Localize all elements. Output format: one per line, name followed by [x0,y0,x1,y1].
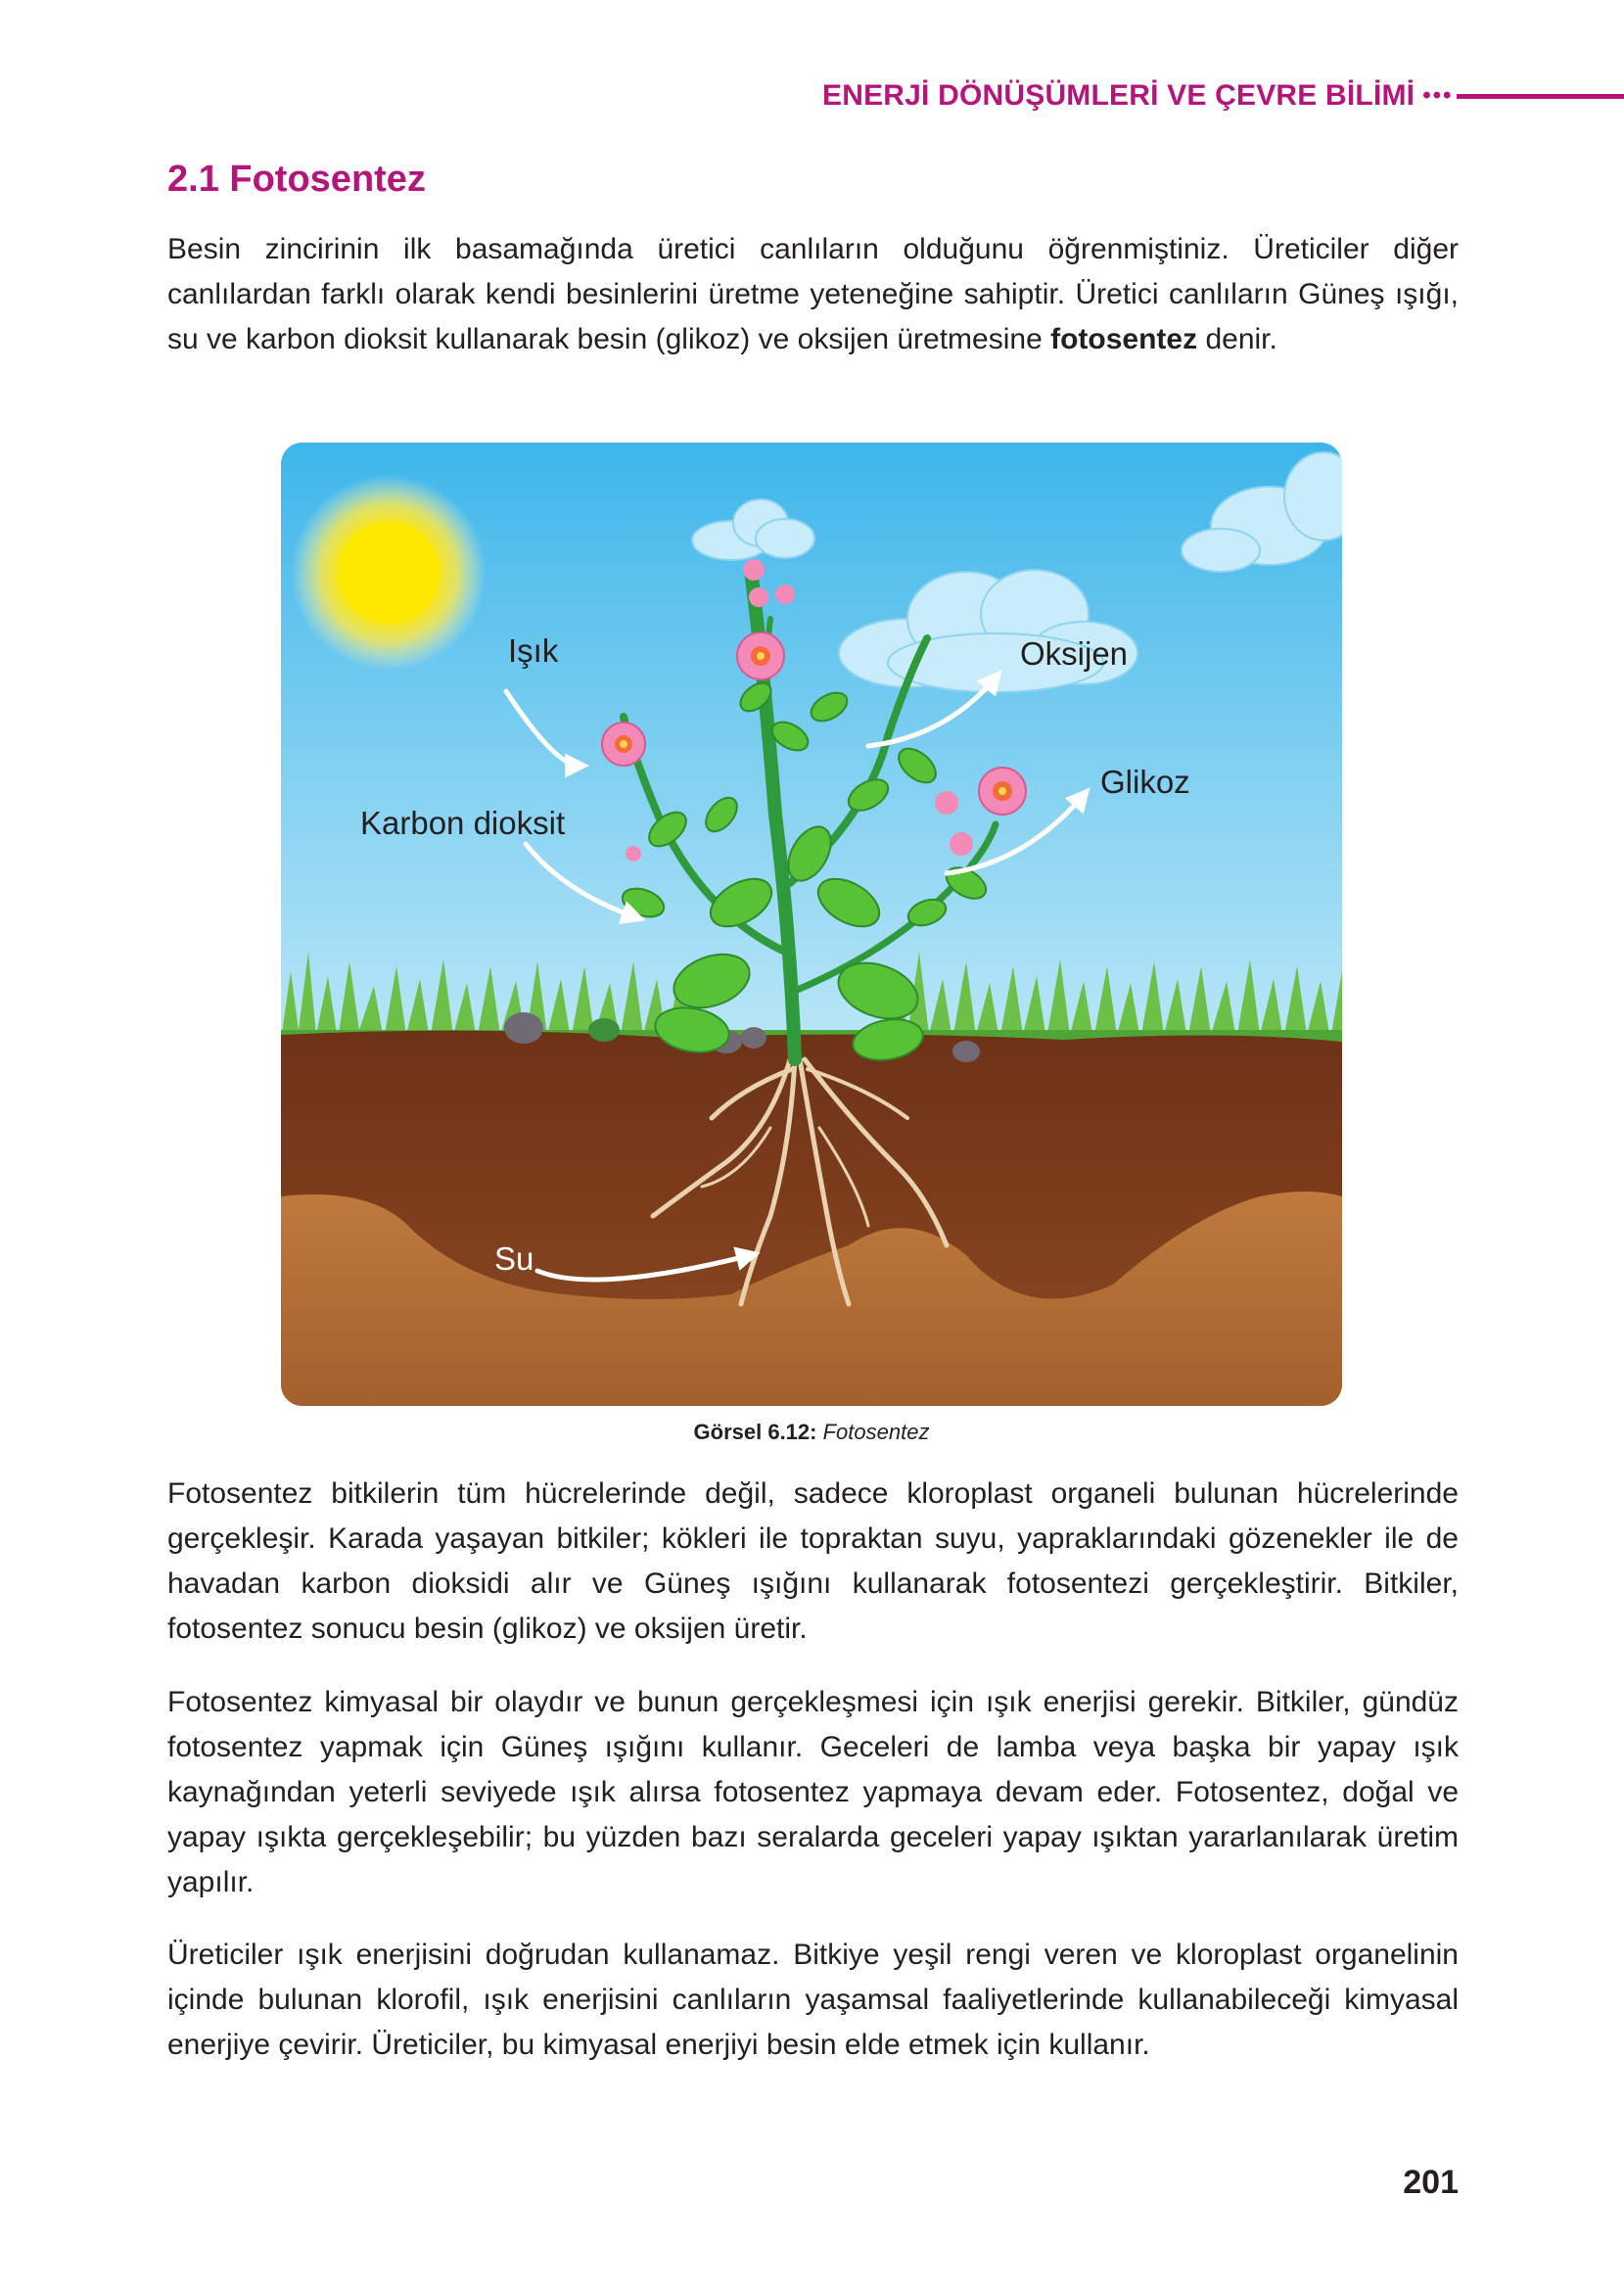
header-rule [1457,94,1624,99]
intro-paragraph [167,227,1459,362]
sun-icon [291,475,487,671]
label-co2: Karbon dioksit [360,805,566,841]
label-water: Su [494,1240,534,1277]
label-oxygen: Oksijen [1020,635,1129,672]
keyword-fotosentez: fotosentez [1050,323,1198,355]
intro-text-end: denir. [1197,323,1277,355]
body-paragraph-2: Fotosentez kimyasal bir olaydır ve bunun gerçekleşmesi için ışık enerjisi gerekir. Bitkiler, gündüz fotosentez yapmak için Güneş ışığını kullanır. Geceleri de lamba veya başka bir yapay ışık kaynağından yeterli seviyede ışık alırsa fotosentez yapmaya devam eder. Fotosentez, doğal ve yapay ışıkta gerçekleşebilir; bu yüzden bazı seralarda geceleri yapay ışıktan yararlanılarak üretim yapılır. [167,1686,1459,1898]
section-title: 2.1 Fotosentez [167,159,426,200]
caption-text: Fotosentez [822,1420,930,1444]
running-header [822,76,1624,116]
caption-label: Görsel 6.12: [693,1420,817,1444]
label-light: Işık [508,632,559,669]
photosynthesis-illustration [281,443,1342,1406]
header-title: ENERJİ DÖNÜŞÜMLERİ VE ÇEVRE BİLİMİ [822,79,1415,112]
page-number: 201 [1403,2164,1459,2201]
intro-text: Besin zincirinin ilk basamağında üretici canlıların olduğunu öğrenmiştiniz. Üreticiler diğer canlılardan farklı olarak kendi besinlerini üretme yeteneğine sahiptir. Üretici canlıların Güneş ışığı, su ve karbon dioksit kullanarak besin (glikoz) ve oksijen üretmesine [167,233,1459,355]
body-paragraph-3: Üreticiler ışık enerjisini doğrudan kullanamaz. Bitkiye yeşil rengi veren ve kloroplast organelinin içinde bulunan klorofil, ışık enerjisini canlıların yaşamsal faaliyetlerinde kullanabileceği kimyasal enerjiye çevirir. Üreticiler, bu kimyasal enerjiyi besin elde etmek için kullanır. [167,1939,1459,2061]
illustration-svg [281,443,1342,1406]
header-dots: ••• [1422,82,1454,109]
body-paragraph-1: Fotosentez bitkilerin tüm hücrelerinde değil, sadece kloroplast organeli bulunan hücrelerinde gerçekleşir. Karada yaşayan bitkiler; kökleri ile topraktan suyu, yapraklarındaki gözenekler ile de havadan karbon dioksidi alır ve Güneş ışığını kullanarak fotosentezi gerçekleştirir. Bitkiler, fotosentez sonucu besin (glikoz) ve oksijen üretir. [167,1477,1459,1645]
label-glucose: Glikoz [1100,764,1190,800]
figure-caption [281,1420,1342,1445]
